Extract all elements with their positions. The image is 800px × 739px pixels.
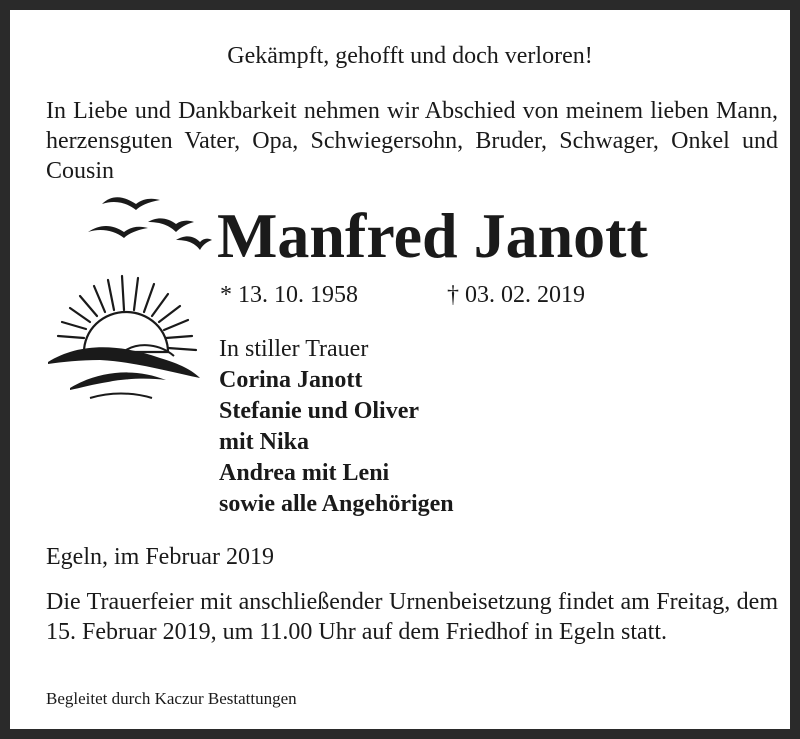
place-date: Egeln, im Februar 2019	[46, 544, 274, 570]
mourner-name: Corina Janott	[219, 367, 363, 393]
funeral-home-credit: Begleitet durch Kaczur Bestattungen	[46, 689, 297, 708]
motto: Gekämpft, gehofft und doch verloren!	[227, 43, 593, 69]
mourner-list	[219, 365, 454, 520]
sunset-birds-icon	[40, 192, 212, 408]
mourner-name: mit Nika	[219, 429, 309, 455]
mourner-name: Andrea mit Leni	[219, 460, 390, 486]
ceremony-info: Die Trauerfeier mit anschließender Urnenbeisetzung findet am Freitag, dem 15. Februar 2019, um 11.00 Uhr auf dem Friedhof in Egeln statt.	[46, 589, 778, 645]
birth-date: * 13. 10. 1958	[220, 282, 358, 308]
deceased-name: Manfred Janott	[217, 200, 648, 271]
mourner-name: sowie alle Angehörigen	[219, 491, 454, 517]
intro-text: In Liebe und Dankbarkeit nehmen wir Abschied von meinem lieben Mann, herzensguten Vater, Opa, Schwiegersohn, Bruder, Schwager, Onkel und Cousin	[46, 98, 778, 184]
mourning-title: In stiller Trauer	[219, 336, 369, 362]
mourner-name: Stefanie und Oliver	[219, 398, 420, 424]
death-date: † 03. 02. 2019	[447, 282, 585, 308]
